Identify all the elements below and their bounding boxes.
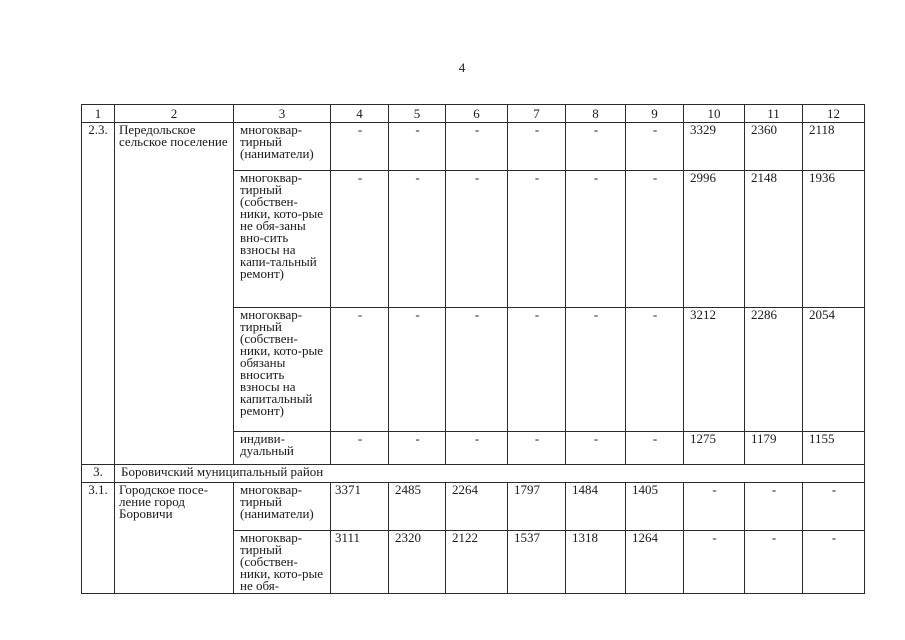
table-cell: 2054 xyxy=(803,307,865,431)
table-cell: - xyxy=(331,171,389,308)
column-header: 7 xyxy=(508,105,566,123)
table-cell: 2996 xyxy=(684,171,745,308)
table-cell: 2286 xyxy=(745,307,803,431)
table-cell: 1155 xyxy=(803,431,865,464)
table-cell: 3329 xyxy=(684,123,745,171)
table-cell: - xyxy=(446,171,508,308)
section-row xyxy=(82,464,865,482)
table-cell: 2122 xyxy=(446,530,508,593)
table-cell: 1405 xyxy=(626,482,684,530)
section-number: 3. xyxy=(82,464,115,482)
table-cell: 2320 xyxy=(389,530,446,593)
table-row xyxy=(82,123,865,171)
table-cell: - xyxy=(389,171,446,308)
column-header: 6 xyxy=(446,105,508,123)
table-cell: - xyxy=(446,123,508,171)
column-header: 1 xyxy=(82,105,115,123)
table-cell: 2118 xyxy=(803,123,865,171)
column-header: 5 xyxy=(389,105,446,123)
table-cell: - xyxy=(446,431,508,464)
table-header-row xyxy=(82,105,865,123)
column-header: 2 xyxy=(115,105,234,123)
table-cell: - xyxy=(626,171,684,308)
table-cell: - xyxy=(446,307,508,431)
table-cell: 2485 xyxy=(389,482,446,530)
table-cell: - xyxy=(389,307,446,431)
table-cell: - xyxy=(803,482,865,530)
table-cell: - xyxy=(626,123,684,171)
table-cell: 1318 xyxy=(566,530,626,593)
column-header: 4 xyxy=(331,105,389,123)
tariff-table xyxy=(81,104,865,594)
table-cell: 3111 xyxy=(331,530,389,593)
table-cell: 1264 xyxy=(626,530,684,593)
housing-type: многоквар-тирный (собствен-ники, кото-рые не обя- xyxy=(234,530,331,593)
row-number: 3.1. xyxy=(82,482,115,593)
table-cell: - xyxy=(331,123,389,171)
housing-type: многоквар-тирный (наниматели) xyxy=(234,123,331,171)
table-cell: 1275 xyxy=(684,431,745,464)
table-cell: - xyxy=(684,530,745,593)
page-number: 4 xyxy=(458,60,466,75)
table-cell: - xyxy=(803,530,865,593)
table-cell: - xyxy=(508,431,566,464)
housing-type: многоквар-тирный (наниматели) xyxy=(234,482,331,530)
table-cell: 2264 xyxy=(446,482,508,530)
table-cell: 1484 xyxy=(566,482,626,530)
table-cell: 2360 xyxy=(745,123,803,171)
housing-type: индиви-дуальный xyxy=(234,431,331,464)
table-cell: - xyxy=(745,482,803,530)
table-cell: 3371 xyxy=(331,482,389,530)
table-cell: 3212 xyxy=(684,307,745,431)
table-cell: - xyxy=(389,431,446,464)
table-row xyxy=(82,482,865,530)
table-cell: - xyxy=(566,307,626,431)
housing-type: многоквар-тирный (собствен-ники, кото-рые не обя-заны вно-сить взносы на капи-тальный ремонт) xyxy=(234,171,331,308)
column-header: 12 xyxy=(803,105,865,123)
table-cell: - xyxy=(626,307,684,431)
section-title: Боровичский муниципальный район xyxy=(115,464,865,482)
table-cell: - xyxy=(566,123,626,171)
column-header: 3 xyxy=(234,105,331,123)
table-cell: - xyxy=(331,431,389,464)
table-cell: 2148 xyxy=(745,171,803,308)
settlement-name: Передольское сельское поселение xyxy=(115,123,234,464)
table-cell: - xyxy=(566,431,626,464)
table-cell: - xyxy=(745,530,803,593)
table-cell: 1797 xyxy=(508,482,566,530)
table-cell: - xyxy=(508,307,566,431)
settlement-name: Городское посе-ление город Боровичи xyxy=(115,482,234,593)
table-cell: 1936 xyxy=(803,171,865,308)
table-cell: - xyxy=(508,123,566,171)
column-header: 9 xyxy=(626,105,684,123)
table-cell: - xyxy=(626,431,684,464)
column-header: 8 xyxy=(566,105,626,123)
table-cell: - xyxy=(389,123,446,171)
table-cell: - xyxy=(331,307,389,431)
table-cell: - xyxy=(684,482,745,530)
table-cell: - xyxy=(508,171,566,308)
table-cell: 1179 xyxy=(745,431,803,464)
row-number: 2.3. xyxy=(82,123,115,464)
housing-type: многоквар-тирный (собствен-ники, кото-рые обязаны вносить взносы на капитальный ремонт) xyxy=(234,307,331,431)
table-cell: 1537 xyxy=(508,530,566,593)
column-header: 11 xyxy=(745,105,803,123)
table-cell: - xyxy=(566,171,626,308)
column-header: 10 xyxy=(684,105,745,123)
